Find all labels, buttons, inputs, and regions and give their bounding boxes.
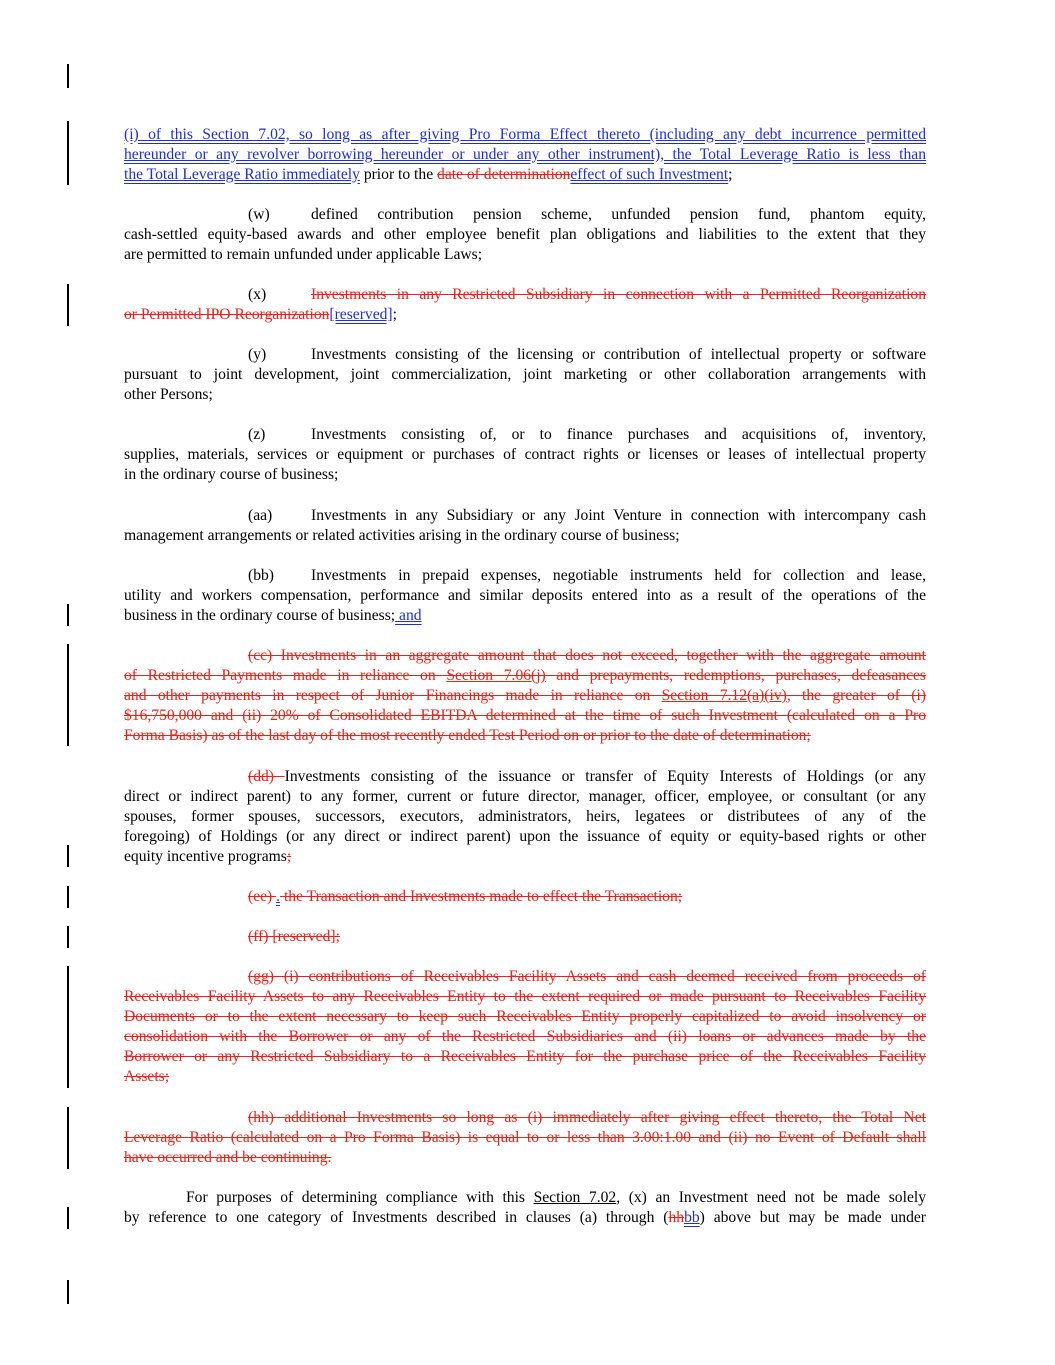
inserted-text: [reserved]: [329, 306, 393, 323]
deleted-text: Assets;: [124, 1068, 170, 1085]
body-text: ;: [392, 306, 397, 323]
deleted-text: or Permitted IPO Reorganization: [124, 306, 330, 323]
closing-paragraph: [124, 1188, 926, 1228]
inserted-text: hereunder or any revolver borrowing hereunder or under any other instrument), the Total Leverage Ratio is less than: [124, 146, 926, 163]
body-text: Investments consisting of the issuance or transfer of Equity Interests of Holdings (or any: [284, 768, 926, 785]
body-text: ) above but may be made under: [699, 1209, 926, 1226]
clause-y: [124, 345, 926, 405]
clause-ff-deleted: [124, 927, 926, 947]
section-reference: Section 7.12(a)(iv): [661, 687, 787, 704]
deleted-text: (hh) additional Investments so long as (i) immediately after giving effect thereto, the Total Net: [248, 1109, 926, 1126]
change-bar: [67, 1207, 69, 1229]
body-text: Investments consisting of the licensing or contribution of intellectual property or software: [311, 346, 926, 363]
clause-w: [124, 205, 926, 265]
clause-label: (z): [248, 426, 266, 443]
body-text: are permitted to remain unfunded under applicable Laws;: [124, 246, 483, 263]
change-bar: [67, 845, 69, 867]
clause-hh-deleted: [124, 1108, 926, 1168]
inserted-text: (i) of this Section 7.02, so long as after giving Pro Forma Effect thereto (including any debt incurrence permitted: [124, 126, 926, 143]
clause-dd: [124, 767, 926, 867]
deleted-text: and other payments in respect of Junior Financings made in reliance on: [124, 687, 662, 704]
deleted-text: (ee): [248, 888, 277, 905]
clause-label: (bb): [248, 567, 274, 584]
clause-aa: [124, 506, 926, 546]
clause-ee-deleted: [124, 887, 926, 907]
body-text: ;: [728, 166, 733, 183]
body-text: Investments in prepaid expenses, negotiable instruments held for collection and lease,: [311, 567, 926, 584]
body-text: , (x) an Investment need not be made solely: [616, 1189, 926, 1206]
inserted-text: .: [276, 888, 281, 905]
clause-cc-deleted: [124, 646, 926, 746]
change-bar: [67, 604, 69, 626]
body-text: by reference to one category of Investments described in clauses (a) through (: [124, 1209, 669, 1226]
change-bar: [67, 966, 69, 1088]
inserted-text: and: [395, 607, 422, 624]
deleted-text: hh: [668, 1209, 685, 1226]
body-text: direct or indirect parent) to any former, current or future director, manager, officer, employee, or consultant (or any: [124, 788, 926, 805]
deleted-text: (gg) (i) contributions of Receivables Facility Assets and cash deemed received from proceeds of: [248, 968, 926, 985]
body-text: spouses, former spouses, successors, executors, administrators, heirs, legatees or distributees of any of the: [124, 808, 926, 825]
section-reference: Section 7.06(j): [446, 667, 546, 684]
section-reference: Section 7.02: [533, 1189, 617, 1206]
change-bar: [67, 1280, 69, 1304]
deleted-text: Leverage Ratio (calculated on a Pro Forma Basis) is equal to or less than 3.00:1.00 and (ii) no Event of Default shall: [124, 1129, 926, 1146]
clause-label: (y): [248, 346, 267, 363]
continuation-paragraph: [124, 125, 926, 185]
body-text: supplies, materials, services or equipment or purchases of contract rights or licenses or leases of intellectual property: [124, 446, 926, 463]
change-bar: [67, 644, 69, 746]
deleted-text: (cc) Investments in an aggregate amount that does not exceed, together with the aggregate amount: [248, 647, 926, 664]
change-bar: [67, 926, 69, 948]
deleted-label: (dd): [248, 768, 285, 785]
change-bar: [67, 64, 69, 88]
deleted-text: the Transaction and Investments made to effect the Transaction;: [280, 888, 683, 905]
deleted-text: and prepayments, redemptions, purchases, defeasances: [545, 667, 926, 684]
body-text: defined contribution pension scheme, unfunded pension fund, phantom equity,: [311, 206, 926, 223]
deleted-text: date of determination: [437, 166, 571, 183]
deleted-text: $16,750,000 and (ii) 20% of Consolidated EBITDA determined at the time of such Investment (calculated on a Pro: [124, 707, 926, 724]
change-bar: [67, 886, 69, 908]
body-text: other Persons;: [124, 386, 213, 403]
deleted-text: consolidation with the Borrower or any of the Restricted Subsidiaries and (ii) loans or advances made by the: [124, 1028, 926, 1045]
deleted-text: Receivables Facility Assets to any Receivables Entity to the extent required or made pursuant to Receivables Facility: [124, 988, 926, 1005]
body-text: equity incentive programs: [124, 848, 287, 865]
body-text: foregoing) of Holdings (or any direct or indirect parent) upon the issuance of equity or equity-based rights or other: [124, 828, 926, 845]
change-bar: [67, 1107, 69, 1169]
deleted-text: Forma Basis) as of the last day of the most recently ended Test Period on or prior to the date of determination;: [124, 727, 811, 744]
clause-bb: [124, 566, 926, 626]
clause-z: [124, 425, 926, 485]
clause-label: (aa): [248, 507, 273, 524]
change-bar: [67, 284, 69, 326]
deleted-text: of Restricted Payments made in reliance on: [124, 667, 447, 684]
deleted-text: , the greater of (i): [786, 687, 926, 704]
body-text: Investments in any Subsidiary or any Joint Venture in connection with intercompany cash: [311, 507, 926, 524]
body-text: prior to the: [359, 166, 438, 183]
body-text: Investments consisting of, or to finance purchases and acquisitions of, inventory,: [311, 426, 926, 443]
body-text: For purposes of determining compliance with this: [186, 1189, 534, 1206]
clause-label: (x): [248, 286, 267, 303]
inserted-text: the Total Leverage Ratio immediately: [124, 166, 360, 183]
clause-x: [124, 285, 926, 325]
clause-label: (w): [248, 206, 270, 223]
deleted-text: ;: [286, 848, 292, 865]
body-text: pursuant to joint development, joint commercialization, joint marketing or other collaboration arrangements with: [124, 366, 926, 383]
deleted-text: Investments in any Restricted Subsidiary in connection with a Permitted Reorganization: [311, 286, 926, 303]
deleted-text: have occurred and be continuing.: [124, 1149, 332, 1166]
deleted-text: Documents or to the extent necessary to keep such Receivables Entity properly capitalized to avoid insolvency or: [124, 1008, 926, 1025]
deleted-text: Borrower or any Restricted Subsidiary to a Receivables Entity for the purchase price of the Receivables Facility: [124, 1048, 926, 1065]
body-text: management arrangements or related activities arising in the ordinary course of business;: [124, 527, 680, 544]
body-text: utility and workers compensation, performance and similar deposits entered into as a result of the operations of the: [124, 587, 926, 604]
change-bar: [67, 121, 69, 185]
inserted-text: effect of such Investment: [570, 166, 729, 183]
body-text: cash-settled equity-based awards and other employee benefit plan obligations and liabilities to the extent that they: [124, 226, 926, 243]
clause-gg-deleted: [124, 967, 926, 1087]
body-text: business in the ordinary course of business;: [124, 607, 396, 624]
deleted-text: (ff) [reserved];: [248, 928, 340, 945]
body-text: in the ordinary course of business;: [124, 466, 339, 483]
inserted-text: bb: [684, 1209, 700, 1226]
